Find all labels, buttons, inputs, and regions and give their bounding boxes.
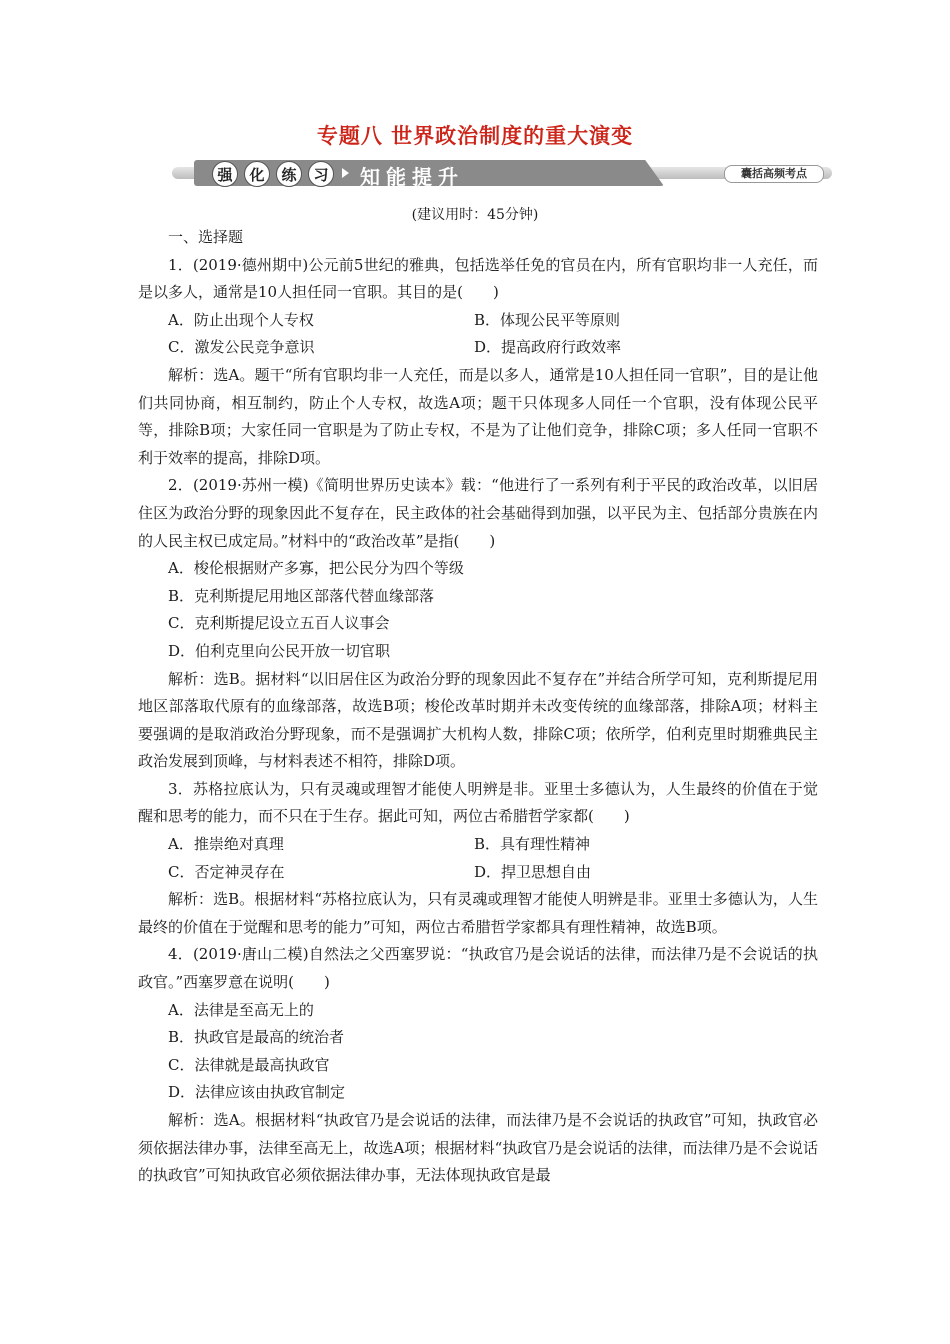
question-stem: 2．(2019·苏州一模)《简明世界历史读本》载：“他进行了一系列有利于平民的政治改革，以旧居住区为政治分野的现象因此不复存在，民主政体的社会基础得到加强，以平民为主、包括部分贵族在内的人民主权已成定局。”材料中的“政治改革”是指( ) [138,476,818,550]
option: C．激发公民竞争意识 [168,338,315,357]
banner-arrow-icon [342,168,349,178]
section-banner [172,160,832,189]
option: C．法律就是最高执政官 [168,1055,330,1074]
option-row [138,334,818,362]
question-stem: 4．(2019·唐山二模)自然法之父西塞罗说：“执政官乃是会说话的法律，而法律乃是不会说话的执政官。”西塞罗意在说明( ) [138,945,818,992]
banner-tag: 囊括高频考点 [724,165,824,183]
banner-subtitle: 知能提升 [360,165,464,189]
option: B．执政官是最高的统治者 [168,1028,345,1047]
question-analysis: 解析：选B。根据材料“苏格拉底认为，只有灵魂或理智才能使人明辨是非。亚里士多德认为，人生最终的价值在于觉醒和思考的能力”可知，两位古希腊哲学家都具有理性精神，故选B项。 [138,890,818,936]
banner-badges [212,161,334,187]
option: D．提高政府行政效率 [474,338,622,357]
option: D．伯利克里向公民开放一切官职 [168,641,391,660]
banner-badge: 习 [308,161,334,187]
option-row [138,859,818,887]
option: D．法律应该由执政官制定 [168,1083,346,1102]
option-row [138,307,818,335]
question-stem: 3．苏格拉底认为，只有灵魂或理智才能使人明辨是非。亚里士多德认为，人生最终的价值在于觉醒和思考的能力，而不只在于生存。据此可知，两位古希腊哲学家都( ) [138,779,818,826]
question-analysis: 解析：选A。根据材料“执政官乃是会说话的法律，而法律乃是不会说话的执政官”可知，执政官必须依据法律办事，法律至高无上，故选A项；根据材料“执政官乃是会说话的法律，而法律乃是不会说话的执政官”可知执政官必须依据法律办事，无法体现执政官是最 [138,1111,818,1185]
page-title: 专题八 世界政治制度的重大演变 [316,124,634,148]
option: D．捍卫思想自由 [474,862,592,881]
section-heading: 一、选择题 [168,228,244,246]
question-stem: 1．(2019·德州期中)公元前5世纪的雅典，包括选举任免的官员在内，所有官职均非一人充任，而是以多人，通常是10人担任同一官职。其目的是( ) [138,255,818,302]
option: A．推崇绝对真理 [168,835,284,854]
question-content [138,224,818,1190]
option: C．克利斯提尼设立五百人议事会 [168,614,390,633]
banner-badge: 练 [276,161,302,187]
option: C．否定神灵存在 [168,862,285,881]
question-analysis: 解析：选A。题干“所有官职均非一人充任，而是以多人，通常是10人担任同一官职”，目的是让他们共同协商，相互制约，防止个人专权，故选A项；题干只体现多人同任一个官职，没有体现公民平等，排除B项；大家任同一官职是为了防止专权，不是为了让他们竞争，排除C项；多人任同一官职不利于效率的提高，排除D项。 [138,365,818,467]
option: A．梭伦根据财产多寡，把公民分为四个等级 [168,559,464,578]
option: A．防止出现个人专权 [168,310,314,329]
time-note: (建议用时：45分钟) [411,207,539,223]
question-analysis: 解析：选B。据材料“以旧居住区为政治分野的现象因此不复存在”并结合所学可知，克利斯提尼用地区部落取代原有的血缘部落，故选B项；梭伦改革时期并未改变传统的血缘部落，排除A项；材料主要强调的是取消政治分野现象，而不是强调扩大机构人数，排除C项；依所学，伯利克里时期雅典民主政治发展到顶峰，与材料表述不相符，排除D项。 [138,669,818,771]
option: B．克利斯提尼用地区部落代替血缘部落 [168,586,435,605]
option: B．具有理性精神 [474,835,591,854]
banner-badge: 化 [244,161,270,187]
option-row [138,831,818,859]
banner-badge: 强 [212,161,238,187]
option: A．法律是至高无上的 [168,1000,314,1019]
option: B．体现公民平等原则 [474,310,621,329]
